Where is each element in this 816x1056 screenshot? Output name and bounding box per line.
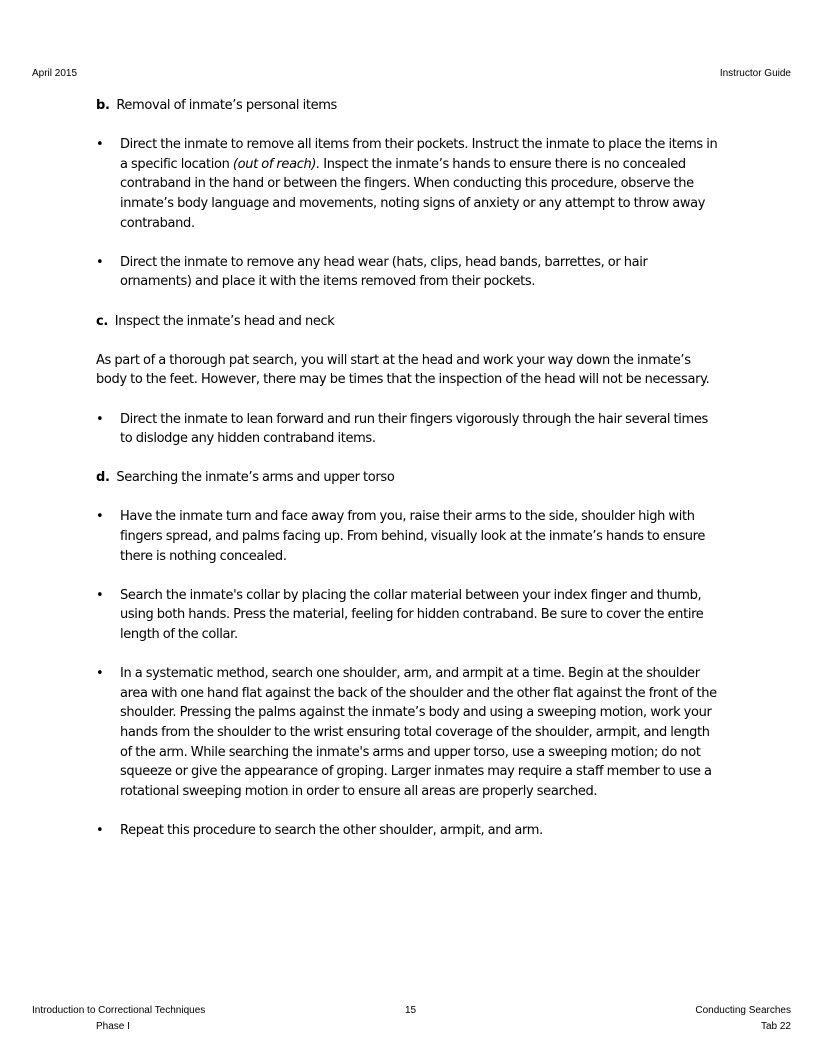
- list-item: [96, 135, 720, 233]
- bullet-icon: •: [96, 509, 104, 525]
- section-b-heading: [96, 96, 720, 116]
- section-b-bullet1-pre: Direct the inmate to remove all items from their pockets. Instruct the inmate to place the items in a specific location: [120, 137, 718, 172]
- section-b-bullet1-post: Inspect the inmate’s hands to ensure there is no concealed contraband in the hand or between the fingers. When conducting this procedure, observe the inmate’s body language and movements, noting signs of anxiety or any attempt to throw away contraband.: [120, 156, 706, 231]
- section-b-bullet2: Direct the inmate to remove any head wear (hats, clips, head bands, barrettes, or hair ornaments) and place it with the items removed from their pockets.: [120, 254, 648, 290]
- section-d-bullet4: Repeat this procedure to search the other shoulder, armpit, and arm.: [120, 822, 543, 838]
- list-item: [96, 253, 720, 292]
- section-c-paragraph: As part of a thorough pat search, you will start at the head and work your way down the inmate’s body to the feet. However, there may be times that the inspection of the head will not be necessary.: [96, 352, 710, 388]
- footer-tab: Tab 22: [760, 1021, 791, 1032]
- bullet-icon: •: [96, 822, 104, 838]
- section-d-bullet2: Search the inmate's collar by placing the collar material between your index finger and thumb, using both hands. Press the material, feeling for hidden contraband. Be sure to cover the entire length of the collar.: [120, 587, 704, 643]
- section-c-heading: [96, 312, 720, 332]
- footer-page-number: 15: [405, 1005, 417, 1016]
- section-d-title: Searching the inmate’s arms and upper torso: [116, 470, 395, 486]
- footer-course-title: Introduction to Correctional Techniques: [32, 1005, 206, 1016]
- list-item: [96, 586, 720, 645]
- section-b-title: Removal of inmate’s personal items: [116, 98, 337, 113]
- bullet-icon: •: [96, 411, 104, 427]
- list-item: [96, 821, 720, 841]
- section-c-title: Inspect the inmate’s head and neck: [114, 313, 335, 329]
- section-b-letter: b.: [96, 98, 110, 113]
- section-c-letter: c.: [96, 313, 108, 329]
- bullet-icon: •: [96, 254, 104, 270]
- section-c-bullet1: Direct the inmate to lean forward and run their fingers vigorously through the hair several times to dislodge any hidden contraband items.: [120, 411, 708, 447]
- list-item: [96, 507, 720, 566]
- section-c-list: [96, 410, 720, 449]
- bullet-icon: •: [96, 587, 104, 603]
- footer-phase: Phase I: [96, 1021, 130, 1032]
- section-b-bullet1-italic: (out of reach).: [232, 156, 320, 172]
- section-d-heading: [96, 468, 720, 488]
- section-d-bullet1: Have the inmate turn and face away from you, raise their arms to the side, shoulder high with fingers spread, and palms facing up. From behind, visually look at the inmate’s hands to ensure there is nothing concealed.: [120, 509, 705, 564]
- document-body: [96, 96, 720, 860]
- bullet-icon: •: [96, 666, 104, 682]
- list-item: [96, 410, 720, 449]
- section-d-list: [96, 507, 720, 840]
- section-d-bullet3: In a systematic method, search one shoulder, arm, and armpit at a time. Begin at the shoulder area with one hand flat against the back of the shoulder and the other flat against the front of the shoulder. Pressing the palms against the inmate’s body and using a sweeping motion, work your hands from the shoulder to the wrist ensuring total coverage of the shoulder, armpit, and length of the arm. While searching the inmate's arms and upper torso, use a sweeping motion; do not squeeze or give the appearance of groping. Larger inmates may require a staff member to use a rotational sweeping motion in order to ensure all areas are properly searched.: [120, 666, 717, 799]
- list-item: [96, 664, 720, 801]
- header-right-title: Instructor Guide: [719, 68, 791, 79]
- header-left-date: April 2015: [32, 68, 78, 79]
- section-b-list: [96, 135, 720, 292]
- bullet-icon: •: [96, 137, 104, 153]
- footer-section-title: Conducting Searches: [695, 1005, 791, 1016]
- section-d-letter: d.: [96, 470, 110, 486]
